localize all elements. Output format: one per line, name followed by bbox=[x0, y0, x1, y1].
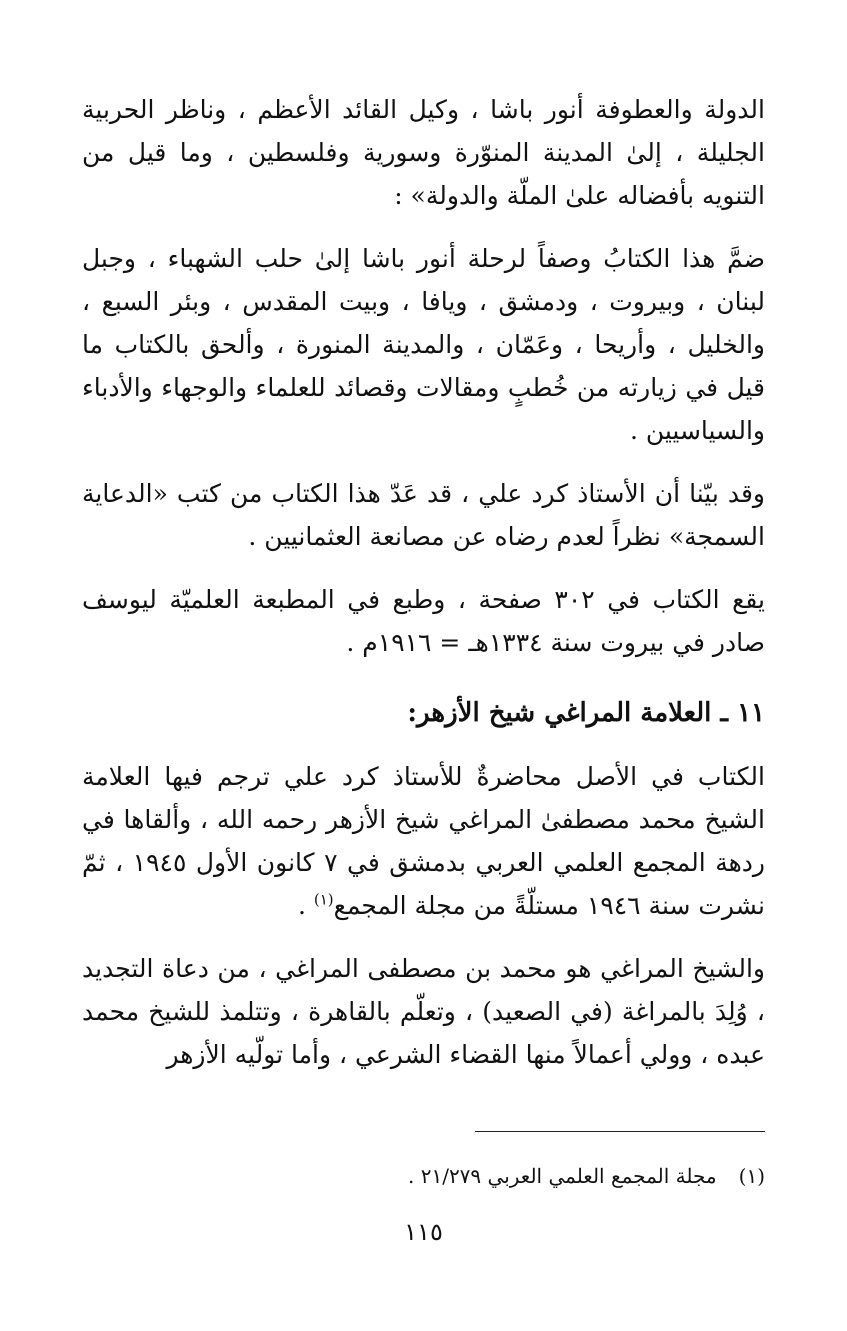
section-heading: ١١ ـ العلامة المراغي شيخ الأزهر: bbox=[407, 698, 765, 728]
paragraph-3: وقد بيّنا أن الأستاذ كرد علي ، قد عَدّ هذا الكتاب من كتب «الدعاية السمجة» نظراً لعدم رضاه عن مصانعة العثمانيين . bbox=[82, 479, 765, 551]
footnote-text: مجلة المجمع العلمي العربي ٢١/٢٧٩ . bbox=[408, 1164, 717, 1188]
footnote-mark: (١) bbox=[738, 1164, 765, 1188]
paragraph-5 bbox=[82, 755, 765, 927]
footnote-reference[interactable]: (١) bbox=[313, 890, 334, 909]
paragraph-4: يقع الكتاب في ٣٠٢ صفحة ، وطبع في المطبعة العلميّة ليوسف صادر في بيروت سنة ١٣٣٤هـ = ١٩١٦م . bbox=[82, 585, 765, 657]
page-body bbox=[82, 88, 765, 1096]
paragraph-6: والشيخ المراغي هو محمد بن مصطفى المراغي ، من دعاة التجديد ، وُلِدَ بالمراغة (في الصعيد) ، وتعلّم بالقاهرة ، وتتلمذ للشيخ محمد عبده ، وولي أعمالاً منها القضاء الشرعي ، وأما تولّيه الأزهر bbox=[82, 954, 765, 1069]
paragraph-5-end: . bbox=[297, 891, 314, 920]
footnote-divider bbox=[475, 1131, 765, 1132]
paragraph-5-text: الكتاب في الأصل محاضرةٌ للأستاذ كرد علي ترجم فيها العلامة الشيخ محمد مصطفىٰ المراغي شيخ الأزهر رحمه الله ، وألقاها في ردهة المجمع العلمي العربي بدمشق في ٧ كانون الأول ١٩٤٥ ، ثمّ نشرت سنة ١٩٤٦ مستلّةً من مجلة المجمع bbox=[82, 762, 765, 920]
paragraph-1: الدولة والعطوفة أنور باشا ، وكيل القائد الأعظم ، وناظر الحربية الجليلة ، إلىٰ المدينة المنوّرة وسورية وفلسطين ، وما قيل من التنويه بأفضاله علىٰ الملّة والدولة» : bbox=[82, 95, 765, 210]
footnote bbox=[82, 1160, 765, 1192]
page-number: ١١٥ bbox=[404, 1218, 443, 1246]
paragraph-2: ضمَّ هذا الكتابُ وصفاً لرحلة أنور باشا إلىٰ حلب الشهباء ، وجبل لبنان ، وبيروت ، ودمشق ، ويافا ، وبيت المقدس ، وبئر السبع ، والخليل ، وأريحا ، وعَمّان ، والمدينة المنورة ، وألحق بالكتاب ما قيل في زيارته من خُطبٍ ومقالات وقصائد للعلماء والوجهاء والأدباء والسياسيين . bbox=[82, 244, 765, 445]
